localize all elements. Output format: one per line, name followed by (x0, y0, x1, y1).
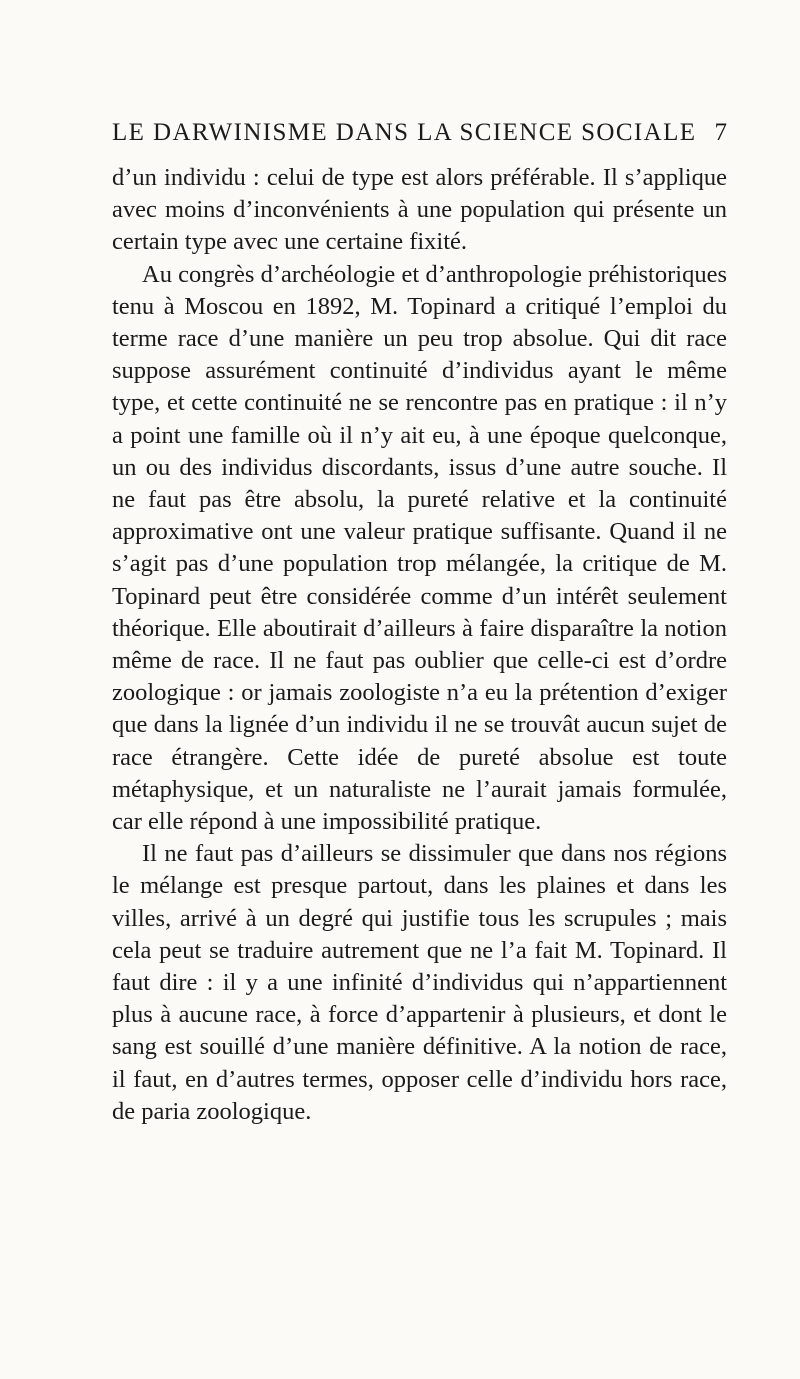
paragraph-continuation: d’un individu : celui de type est alors préférable. Il s’applique avec moins d’inconvénients à une population qui présente un certain type avec une certaine fixité. (112, 164, 727, 256)
paragraph-moscow-congress: Au congrès d’archéologie et d’anthropologie préhistoriques tenu à Moscou en 1892, M. Topinard a critiqué l’emploi du terme race d’une manière un peu trop absolue. Qui dit race suppose assurément continuité d’individus ayant le même type, et cette continuité ne se rencontre pas en pratique : il n’y a point une famille où il n’y ait eu, à une époque quelconque, un ou des individus discordants, issus d’une autre souche. Il ne faut pas être absolu, la pureté relative et la continuité approximative ont une valeur pratique suffisante. Quand il ne s’agit pas d’une population trop mélangée, la critique de M. Topinard peut être considérée comme d’un intérêt seulement théorique. Elle aboutirait d’ailleurs à faire disparaître la notion même de race. Il ne faut pas oublier que celle-ci est d’ordre zoologique : or jamais zoologiste n’a eu la prétention d’exiger que dans la lignée d’un individu il ne se trouvât aucun sujet de race étrangère. Cette idée de pureté absolue est toute métaphysique, et un naturaliste ne l’aurait jamais formulée, car elle répond à une impossibilité pratique. (112, 260, 727, 836)
page-number: 7 (714, 119, 727, 146)
running-head (112, 117, 727, 149)
body-text (112, 162, 727, 1128)
running-title: LE DARWINISME DANS LA SCIENCE SOCIALE (112, 119, 697, 146)
paragraph-race-mixing: Il ne faut pas d’ailleurs se dissimuler que dans nos régions le mélange est presque partout, dans les plaines et dans les villes, arrivé à un degré qui justifie tous les scrupules ; mais cela peut se traduire autrement que ne l’a fait M. Topinard. Il faut dire : il y a une infinité d’individus qui n’appartiennent plus à aucune race, à force d’appartenir à plusieurs, et dont le sang est souillé d’une manière définitive. A la notion de race, il faut, en d’autres termes, opposer celle d’individu hors race, de paria zoologique. (112, 840, 727, 1125)
